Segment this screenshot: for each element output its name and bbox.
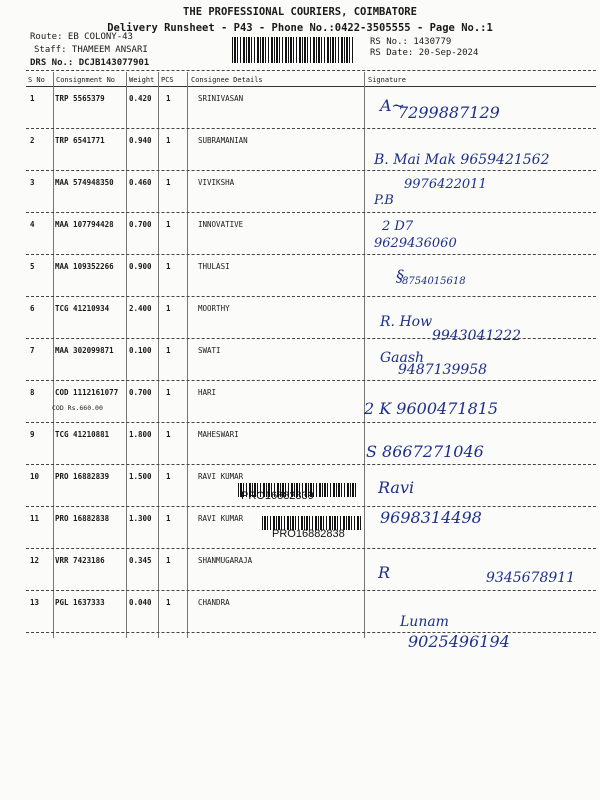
signature-scribble: Gaash [380, 350, 425, 366]
signature-text: 9025496194 [408, 632, 510, 651]
signature-scribble: 2 D7 [382, 219, 414, 234]
column-divider [158, 72, 159, 638]
row-consignment-no: TCG 41210934 [55, 304, 110, 313]
column-header-pcs: PCS [161, 76, 174, 84]
signature-text: 9629436060 [374, 236, 457, 251]
signature-text: 8754015618 [402, 276, 466, 287]
row-consignee-name: SRINIVASAN [198, 94, 244, 103]
signature-scribble: Ravi [378, 478, 415, 497]
row-separator [26, 212, 596, 213]
signature-text: 9487139958 [398, 362, 488, 378]
table-top-rule [26, 70, 596, 71]
row-sno: 6 [30, 304, 35, 313]
row-consignee-name: SHANMUGARAJA [198, 556, 253, 565]
row-cod-note: COD Rs.660.00 [52, 404, 103, 412]
row-separator [26, 506, 596, 507]
row-weight: 0.420 [129, 94, 152, 103]
signature-text: 7299887129 [398, 103, 500, 122]
runsheet-title: THE PROFESSIONAL COURIERS, COIMBATORE [183, 6, 417, 18]
column-header-sno: S No [28, 76, 45, 84]
row-separator [26, 464, 596, 465]
row-consignee-name: CHANDRA [198, 598, 230, 607]
row-separator [26, 590, 596, 591]
row-weight: 0.700 [129, 220, 152, 229]
signature-text: 9345678911 [486, 570, 576, 586]
row-consignment-no: PGL 1637333 [55, 598, 105, 607]
row-consignment-no: PRO 16882839 [55, 472, 110, 481]
row-pcs: 1 [166, 514, 171, 523]
signature-text: 9698314498 [380, 508, 482, 527]
row-weight: 0.345 [129, 556, 152, 565]
staff-label: Staff: THAMEEM ANSARI [34, 45, 148, 55]
row-pcs: 1 [166, 304, 171, 313]
row-separator [26, 128, 596, 129]
signature-text: B. Mai Mak 9659421562 [374, 152, 550, 168]
rs-number: RS No.: 1430779 [370, 37, 452, 47]
signature-scribble: § [396, 266, 404, 285]
row-pcs: 1 [166, 556, 171, 565]
column-divider [126, 72, 127, 638]
row-consignee-name: RAVI KUMAR [198, 472, 244, 481]
row-sno: 10 [30, 472, 40, 481]
row-consignment-no: MAA 574948350 [55, 178, 114, 187]
signature-text: P.B [374, 193, 394, 208]
header-barcode [232, 37, 354, 63]
row-consignment-no: MAA 302099871 [55, 346, 114, 355]
row-consignment-no: MAA 107794428 [55, 220, 114, 229]
row-sno: 3 [30, 178, 35, 187]
row-pcs: 1 [166, 94, 171, 103]
row-consignment-no: PRO 16882838 [55, 514, 110, 523]
row-separator [26, 548, 596, 549]
row-weight: 0.900 [129, 262, 152, 271]
row-consignee-name: SUBRAMANIAN [198, 136, 248, 145]
row-pcs: 1 [166, 472, 171, 481]
row-consignee-name: HARI [198, 388, 217, 397]
row-pcs: 1 [166, 598, 171, 607]
row-pcs: 1 [166, 220, 171, 229]
signature-text: S 8667271046 [366, 442, 484, 461]
column-header-weight: Weight [129, 76, 155, 84]
row-sno: 2 [30, 136, 35, 145]
row-separator [26, 422, 596, 423]
row-sno: 13 [30, 598, 40, 607]
row-sno: 5 [30, 262, 35, 271]
column-divider [53, 72, 54, 638]
row-consignment-no: TRP 5565379 [55, 94, 105, 103]
row-sno: 1 [30, 94, 35, 103]
row-consignee-name: SWATI [198, 346, 221, 355]
sticker-barcode-label: PRO16882839 [241, 490, 314, 502]
row-weight: 0.100 [129, 346, 152, 355]
column-header-consignee: Consignee Details [191, 76, 263, 84]
sticker-barcode-label: PRO16882838 [272, 528, 345, 540]
row-weight: 0.460 [129, 178, 152, 187]
row-pcs: 1 [166, 262, 171, 271]
row-sno: 9 [30, 430, 35, 439]
row-separator [26, 632, 596, 633]
signature-text: 9943041222 [432, 328, 522, 344]
column-divider [364, 72, 365, 638]
row-consignee-name: RAVI KUMAR [198, 514, 244, 523]
row-sno: 7 [30, 346, 35, 355]
row-pcs: 1 [166, 346, 171, 355]
row-separator [26, 380, 596, 381]
signature-text: R. How [380, 314, 433, 330]
rs-date: RS Date: 20-Sep-2024 [370, 48, 479, 58]
route-label: Route: EB COLONY-43 [30, 32, 133, 42]
row-separator [26, 254, 596, 255]
column-divider [187, 72, 188, 638]
row-pcs: 1 [166, 136, 171, 145]
runsheet-subtitle: Delivery Runsheet - P43 - Phone No.:0422-3505555 - Page No.:1 [107, 22, 493, 34]
row-sno: 11 [30, 514, 40, 523]
row-consignee-name: MOORTHY [198, 304, 230, 313]
table-header-rule [26, 86, 596, 87]
row-consignment-no: TCG 41210881 [55, 430, 110, 439]
row-consignee-name: INNOVATIVE [198, 220, 244, 229]
row-weight: 1.300 [129, 514, 152, 523]
row-consignee-name: MAHESWARI [198, 430, 239, 439]
drs-number: DRS No.: DCJB143077901 [30, 58, 150, 68]
row-separator [26, 296, 596, 297]
row-weight: 0.040 [129, 598, 152, 607]
row-consignment-no: VRR 7423186 [55, 556, 105, 565]
row-consignee-name: THULASI [198, 262, 230, 271]
row-consignment-no: COD 1112161077 [55, 388, 119, 397]
signature-text: 2 K 9600471815 [364, 399, 499, 418]
row-weight: 1.500 [129, 472, 152, 481]
row-pcs: 1 [166, 388, 171, 397]
row-consignment-no: MAA 109352266 [55, 262, 114, 271]
row-sno: 8 [30, 388, 35, 397]
signature-scribble: Lunam [400, 614, 449, 630]
row-pcs: 1 [166, 178, 171, 187]
row-weight: 2.400 [129, 304, 152, 313]
signature-text: 9976422011 [404, 177, 487, 192]
column-header-consignment: Consignment No [56, 76, 116, 84]
row-sno: 12 [30, 556, 40, 565]
row-pcs: 1 [166, 430, 171, 439]
row-consignment-no: TRP 6541771 [55, 136, 105, 145]
signature-scribble: A~ [380, 96, 405, 115]
row-weight: 1.800 [129, 430, 152, 439]
row-separator [26, 170, 596, 171]
row-consignee-name: VIVIKSHA [198, 178, 235, 187]
row-sno: 4 [30, 220, 35, 229]
row-weight: 0.700 [129, 388, 152, 397]
column-header-signature: Signature [368, 76, 406, 84]
signature-text: R [378, 563, 391, 582]
row-weight: 0.940 [129, 136, 152, 145]
